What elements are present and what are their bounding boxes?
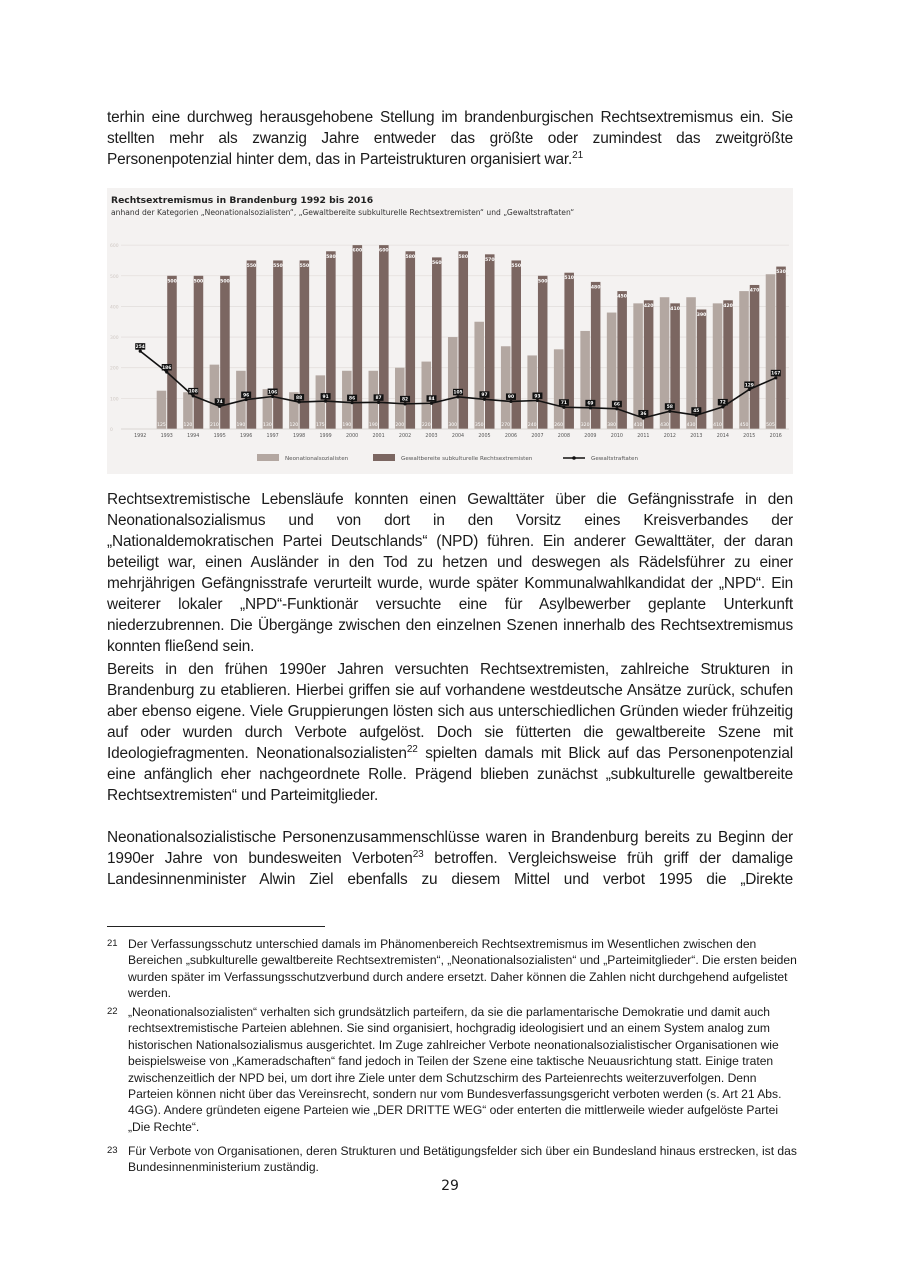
- bar-gewaltbereite: [273, 260, 283, 429]
- chart-subtitle: anhand der Kategorien „Neonationalsozialisten“, „Gewaltbereite subkulturelle Rechtsextremisten“ und „Gewaltstraftaten“: [111, 208, 575, 217]
- bar-label-gewaltbereite: 420: [643, 303, 654, 309]
- line-label: 72: [719, 400, 726, 406]
- chart-line-series: [135, 343, 781, 419]
- footnote-number: 22: [107, 1006, 118, 1017]
- bar-neonationalsozialisten: [501, 346, 511, 429]
- bar-label-neonationalsozialisten: 410: [633, 423, 643, 428]
- line-point: [509, 400, 512, 403]
- chart-title: Rechtsextremismus in Brandenburg 1992 bis 2016: [111, 195, 374, 206]
- bar-label-neonationalsozialisten: 190: [342, 423, 352, 428]
- bar-gewaltbereite: [485, 254, 495, 429]
- bar-label-gewaltbereite: 550: [246, 263, 257, 269]
- x-tick-label: 2009: [584, 434, 597, 439]
- bar-label-neonationalsozialisten: 430: [686, 423, 696, 428]
- x-tick-label: 1997: [266, 434, 279, 439]
- chart: [107, 188, 793, 474]
- x-tick-label: 2010: [610, 434, 623, 439]
- line-point: [403, 402, 406, 405]
- line-point: [245, 398, 248, 401]
- bar-label-gewaltbereite: 500: [193, 279, 204, 285]
- bar-label-neonationalsozialisten: 505: [766, 423, 775, 428]
- bar-label-gewaltbereite: 500: [220, 279, 230, 285]
- line-label: 91: [322, 394, 329, 400]
- x-tick-label: 2013: [690, 434, 703, 439]
- x-tick-label: 2003: [425, 434, 438, 439]
- x-tick-label: 1998: [293, 434, 306, 439]
- bar-label-gewaltbereite: 550: [273, 263, 283, 269]
- bar-label-neonationalsozialisten: 320: [580, 423, 590, 428]
- line-label: 88: [296, 395, 303, 401]
- x-tick-label: 2014: [716, 434, 729, 439]
- y-tick-label: 400: [110, 305, 119, 311]
- line-point: [536, 399, 539, 402]
- bar-label-gewaltbereite: 480: [590, 285, 601, 291]
- bar-neonationalsozialisten: [580, 331, 590, 429]
- footnote-text: Der Verfassungsschutz unterschied damals im Phänomenbereich Rechtsextremismus im Wesentlichen zwischen den Bereichen „subkulturelle gewaltbereite Rechtsextremisten“, „Neonationalsozialisten“ und „Parteimitglieder“. Die ersten beiden wurden später im Verfassungsschutzverbund durch andere ersetzt. Daher können die Zahlen nicht durchgehend aufgelistet werden.: [128, 937, 797, 1001]
- line-point: [562, 406, 565, 409]
- y-tick-label: 500: [110, 274, 119, 280]
- bar-gewaltbereite: [776, 267, 786, 429]
- bar-gewaltbereite: [750, 285, 760, 429]
- bar-gewaltbereite: [194, 276, 204, 429]
- line-label: 84: [428, 397, 435, 403]
- line-label: 97: [481, 393, 488, 399]
- bar-label-gewaltbereite: 390: [696, 312, 707, 318]
- line-point: [668, 410, 671, 413]
- line-point: [774, 376, 777, 379]
- footnote-divider: [107, 926, 325, 927]
- bar-gewaltbereite: [617, 291, 627, 429]
- line-label: 106: [268, 390, 278, 396]
- bar-gewaltbereite: [670, 303, 680, 429]
- line-point: [165, 370, 168, 373]
- bar-label-gewaltbereite: 450: [617, 294, 627, 300]
- x-tick-label: 2008: [557, 434, 571, 439]
- paragraph-intro: [107, 107, 793, 170]
- x-tick-label: 1995: [213, 434, 226, 439]
- bar-label-neonationalsozialisten: 200: [395, 423, 405, 428]
- line-point: [695, 414, 698, 417]
- bar-label-gewaltbereite: 560: [431, 260, 442, 266]
- bar-neonationalsozialisten: [448, 337, 458, 429]
- x-tick-label: 2011: [637, 434, 650, 439]
- legend-label-neonationalsozialisten: Neonationalsozialisten: [285, 456, 349, 462]
- footnote-number: 23: [107, 1145, 118, 1156]
- x-tick-label: 2002: [398, 434, 412, 439]
- bar-label-gewaltbereite: 580: [326, 254, 336, 260]
- bar-gewaltbereite: [247, 260, 257, 429]
- line-point: [483, 398, 486, 401]
- bar-gewaltbereite: [300, 260, 310, 429]
- paragraph-1990er-text-b: spielten damals mit Blick auf das Personenpotenzial eine anfänglich eher nachgeordnete Rolle. Prägend blieben zunächst „subkulturelle gewaltbereite Rechtsextremisten“ und Parteimitglieder.: [107, 745, 793, 804]
- line-point: [298, 400, 301, 403]
- bar-neonationalsozialisten: [607, 313, 617, 429]
- bar-label-neonationalsozialisten: 120: [183, 423, 193, 428]
- legend-label-gewaltstraftaten: Gewaltstraftaten: [591, 456, 639, 462]
- line-label: 36: [640, 411, 647, 417]
- bar-label-neonationalsozialisten: 240: [527, 423, 537, 428]
- x-tick-label: 2000: [345, 434, 359, 439]
- y-tick-label: 200: [110, 366, 119, 372]
- bar-gewaltbereite: [379, 245, 389, 429]
- chart-legend: [257, 454, 638, 462]
- line-label: 74: [216, 400, 223, 406]
- x-tick-label: 2007: [531, 434, 544, 439]
- bar-label-neonationalsozialisten: 210: [210, 423, 219, 428]
- chart-figure: [107, 188, 793, 474]
- paragraph-lebenslaeufe: [107, 489, 793, 657]
- line-point: [350, 401, 353, 404]
- footnote-ref-21[interactable]: 21: [572, 149, 583, 161]
- bar-label-gewaltbereite: 580: [458, 254, 469, 260]
- line-point: [377, 401, 380, 404]
- line-label: 186: [162, 365, 172, 371]
- y-tick-label: 600: [110, 244, 119, 250]
- legend-swatch-neonationalsozialisten: [257, 454, 279, 461]
- line-point: [748, 388, 751, 391]
- line-point: [324, 400, 327, 403]
- bar-gewaltbereite: [511, 260, 521, 429]
- bar-label-gewaltbereite: 410: [670, 306, 680, 312]
- footnote-22: [107, 1004, 797, 1135]
- footnote-21: [107, 936, 797, 1002]
- bar-label-neonationalsozialisten: 190: [368, 423, 378, 428]
- x-tick-label: 2015: [743, 434, 756, 439]
- legend-label-gewaltbereite: Gewaltbereite subkulturelle Rechtsextremisten: [401, 456, 533, 462]
- line-point: [721, 405, 724, 408]
- chart-x-axis: [121, 429, 789, 439]
- line-gewaltstraftaten: [140, 351, 776, 418]
- x-tick-label: 2012: [663, 434, 676, 439]
- x-tick-label: 1994: [187, 434, 200, 439]
- paragraph-verbote: [107, 827, 793, 890]
- bar-label-gewaltbereite: 420: [723, 303, 733, 309]
- bar-label-gewaltbereite: 600: [379, 248, 389, 254]
- bar-label-gewaltbereite: 550: [511, 263, 522, 269]
- x-tick-label: 2001: [372, 434, 385, 439]
- bar-label-neonationalsozialisten: 130: [262, 423, 272, 428]
- line-point: [589, 406, 592, 409]
- footnote-number: 21: [107, 938, 118, 949]
- line-point: [615, 407, 618, 410]
- bar-label-gewaltbereite: 500: [167, 279, 177, 285]
- bar-label-gewaltbereite: 600: [352, 248, 363, 254]
- legend-marker-gewaltstraftaten: [572, 456, 576, 460]
- line-label: 58: [666, 405, 673, 411]
- bar-label-neonationalsozialisten: 120: [289, 423, 299, 428]
- line-label: 105: [453, 390, 463, 396]
- x-tick-label: 2005: [478, 434, 491, 439]
- bar-label-neonationalsozialisten: 220: [421, 423, 431, 428]
- bar-label-gewaltbereite: 500: [537, 279, 548, 285]
- line-label: 71: [560, 401, 567, 407]
- bar-label-neonationalsozialisten: 300: [448, 423, 458, 428]
- bar-gewaltbereite: [459, 251, 469, 429]
- x-tick-label: 1999: [319, 434, 332, 439]
- line-label: 45: [693, 409, 700, 415]
- y-tick-label: 100: [110, 397, 119, 403]
- bar-label-gewaltbereite: 510: [564, 276, 574, 282]
- footnote-text: „Neonationalsozialisten“ verhalten sich grundsätzlich parteifern, da sie die parlamentarische Demokratie und damit auch rechtsextremistische Parteien ablehnen. Sie sind organisiert, hochgradig ideologisiert und an einem System analog zum historischen Nationalsozialismus ausgerichtet. Im Zuge zahlreicher Verbote neonationalsozialistischer Organisationen wie beispielsweise von „Kameradschaften“ fand jedoch in Teilen der Szene eine taktische Neuausrichtung statt. Einige traten zwischenzeitlich der NPD bei, um dort ihre Ziele unter dem Schutzschirm des Parteienrechts weiterzuverfolgen. Denn Parteien können nicht über das Vereinsrecht, sondern nur vom Bundesverfassungsgericht verboten werden (s. Art 21 Abs. 4GG). Andere gründeten eigene Parteien wie „DER DRITTE WEG“ oder enterten die mittlerweile wieder aufgelöste Partei „Die Rechte“.: [128, 1005, 782, 1134]
- line-point: [192, 394, 195, 397]
- bar-neonationalsozialisten: [210, 365, 220, 429]
- bar-label-neonationalsozialisten: 125: [157, 423, 166, 428]
- line-point: [218, 405, 221, 408]
- line-label: 82: [401, 397, 409, 403]
- line-point: [271, 395, 274, 398]
- bar-label-neonationalsozialisten: 380: [607, 423, 617, 428]
- bar-neonationalsozialisten: [527, 355, 537, 429]
- line-label: 129: [744, 383, 754, 389]
- y-tick-label: 0: [110, 428, 113, 433]
- paragraph-1990er-text-a: Bereits in den frühen 1990er Jahren versuchten Rechtsextremisten, zahlreiche Strukturen in Brandenburg zu etablieren. Hierbei griffen sie auf vorhandene westdeutsche Ansätze zurück, schufen aber ebenso eigene. Viele Gruppierungen lösten sich aus unterschiedlichen Gründen wieder frühzeitig auf oder wurden durch Verbote aufgelöst. Doch sie fütterten die gewaltbereite Szene mit Ideologiefragmenten. Neonationalsozialisten: [107, 661, 793, 762]
- bar-gewaltbereite: [167, 276, 177, 429]
- paragraph-lebenslaeufe-text: Rechtsextremistische Lebensläufe konnten einen Gewalttäter über die Gefängnisstrafe in den Neonationalsozialismus und von dort in den Vorsitz eines Kreisverbandes der „Nationaldemokratischen Partei Deutschlands“ (NPD) führen. Ein anderer Gewalttäter, der daran beteiligt war, einen Ausländer in den Tod zu hetzen und deswegen als Rädelsführer zu einer mehrjährigen Gefängnisstrafe verurteilt wurde, wurde später Kommunalwahlkandidat der „NPD“. Ein weiterer lokaler „NPD“-Funktionär versuchte eine für Asylbewerber geplante Unterkunft niederzubrennen. Die Übergänge zwischen den einzelnen Szenen innerhalb des Rechtsextremismus konnten fließend sein.: [107, 491, 793, 655]
- x-tick-label: 1993: [160, 434, 173, 439]
- line-label: 167: [771, 371, 781, 377]
- line-label: 254: [135, 344, 145, 350]
- line-label: 66: [613, 402, 620, 408]
- bar-neonationalsozialisten: [739, 291, 749, 429]
- line-label: 96: [243, 393, 250, 399]
- paragraph-verbote-text-a: Neonationalsozialistische Personenzusammenschlüsse waren in Brandenburg bereits zu Beginn der 1990er Jahre von bundesweiten Verboten: [107, 829, 793, 867]
- bar-label-neonationalsozialisten: 270: [501, 423, 511, 428]
- line-label: 87: [375, 396, 382, 402]
- line-point: [456, 395, 459, 398]
- line-point: [139, 350, 142, 353]
- x-tick-label: 1996: [240, 434, 253, 439]
- line-point: [642, 416, 645, 419]
- bar-label-neonationalsozialisten: 190: [236, 423, 246, 428]
- line-label: 69: [587, 401, 594, 407]
- bar-label-neonationalsozialisten: 410: [713, 423, 722, 428]
- bar-label-gewaltbereite: 550: [299, 263, 310, 269]
- bar-label-neonationalsozialisten: 175: [315, 423, 325, 428]
- bar-label-neonationalsozialisten: 350: [474, 423, 484, 428]
- paragraph-1990er: [107, 659, 793, 806]
- x-tick-label: 1992: [134, 434, 147, 439]
- bar-label-gewaltbereite: 530: [776, 270, 786, 276]
- line-label: 93: [534, 394, 541, 400]
- bar-neonationalsozialisten: [474, 322, 484, 429]
- bar-gewaltbereite: [538, 276, 548, 429]
- bar-gewaltbereite: [591, 282, 601, 429]
- bar-gewaltbereite: [644, 300, 654, 429]
- footnote-ref-22[interactable]: 22: [406, 743, 418, 755]
- line-label: 90: [507, 395, 515, 401]
- footnote-23: [107, 1143, 797, 1176]
- x-tick-label: 2016: [769, 434, 782, 439]
- bar-label-neonationalsozialisten: 430: [660, 423, 669, 428]
- bar-label-gewaltbereite: 570: [484, 257, 495, 263]
- bar-neonationalsozialisten: [554, 349, 564, 429]
- bar-neonationalsozialisten: [766, 274, 776, 429]
- line-label: 86: [349, 396, 356, 402]
- bar-label-gewaltbereite: 580: [405, 254, 416, 260]
- line-label: 108: [188, 389, 198, 395]
- line-point: [430, 402, 433, 405]
- legend-swatch-gewaltbereite: [373, 454, 395, 461]
- footnote-ref-23[interactable]: 23: [412, 848, 424, 860]
- footnote-text: Für Verbote von Organisationen, deren Strukturen und Betätigungsfelder sich über ein Bundesland hinaus erstrecken, ist das Bundesinnenministerium zuständig.: [128, 1144, 797, 1175]
- bar-label-gewaltbereite: 470: [749, 288, 760, 294]
- paragraph-verbote-text-b: betroffen. Vergleichsweise früh griff der damalige Landesinnenminister Alwin Ziel ebenfalls zu diesem Mittel und verbot 1995 die „Direkte: [107, 850, 793, 888]
- x-tick-label: 2006: [504, 434, 518, 439]
- x-tick-label: 2004: [451, 434, 465, 439]
- paragraph-intro-text: terhin eine durchweg herausgehobene Stellung im brandenburgischen Rechtsextremismus ein. Sie stellten mehr als zwanzig Jahre entweder das größte oder zumindest das zweitgrößte Personenpotenzial hinter dem, das in Parteistrukturen organisiert war.: [107, 109, 793, 168]
- bar-label-neonationalsozialisten: 450: [739, 423, 749, 428]
- page-number: 29: [441, 1178, 459, 1194]
- bar-gewaltbereite: [723, 300, 733, 429]
- bar-label-neonationalsozialisten: 260: [554, 423, 564, 428]
- y-tick-label: 300: [110, 336, 119, 342]
